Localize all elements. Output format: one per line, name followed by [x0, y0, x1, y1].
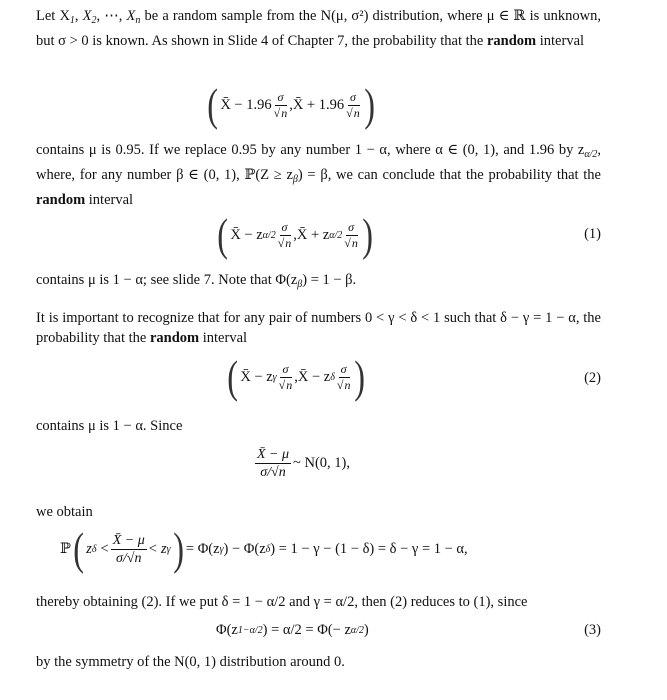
eq5-text: Φ(z	[216, 622, 238, 638]
eq2-sub1: γ	[272, 371, 277, 383]
thereby-text: thereby obtaining (2). If we put δ = 1 − α/2 and γ = α/2, then (2) reduces to (1), since	[36, 594, 528, 610]
eq1-right: X̄ + z	[296, 226, 330, 243]
eq4-rhs: = Φ(z	[185, 540, 220, 557]
eq3-num: X̄ − μ	[257, 447, 290, 462]
eq4-den: σ/√n	[116, 550, 142, 566]
equation-interval-196: ( X̄ − 1.96 $\frac{\sigma}{√n}$ , X̄ + 1.96 $\frac{\sigma}{√n}$ )	[207, 79, 375, 130]
intro-bold: random	[486, 33, 537, 49]
eq2-left: X̄ − z	[240, 368, 273, 385]
eq5-end: )	[363, 622, 369, 638]
eq0-frac2-num: σ	[349, 89, 356, 104]
symmetry-text: by the symmetry of the N(0, 1) distribution around 0.	[36, 654, 345, 670]
paragraph-intro: Let $X_1$, $X_2$, ⋯, $X_n$ be a random sample from the N(μ, σ²) distribution, where μ ∈ ℝ is unknown, but σ > 0 is known. As shown in Slide 4 of Chapter 7, the probability that the random interval	[36, 8, 602, 49]
replace-text-c: ) = β, we can conclude that the probability that the	[297, 167, 601, 183]
equation-interval-2: ( X̄ − z γ $\frac{\sigma}{√n}$ , X̄ − z δ $\frac{\sigma}{√n}$ )	[227, 351, 366, 402]
eq3-rhs: ~ N(0, 1),	[293, 455, 351, 471]
eq1-frac2-num: σ	[348, 219, 355, 234]
eq1-frac2-den: n	[351, 235, 358, 250]
eq2-frac2-num: σ	[340, 361, 347, 376]
paragraph-obtain	[36, 502, 601, 522]
replace-text-b: , where, for any number β ∈ (0, 1), ℙ(Z ≥ z	[36, 142, 601, 183]
eq2-sub2: δ	[330, 371, 335, 383]
equation-number-2: (2)	[584, 370, 601, 386]
important-text-a: It is important to recognize that for any pair of numbers 0 < γ < δ < 1 such that δ − γ = 1 − α, the probability that the	[36, 310, 601, 346]
equation-probability: ℙ ( z δ < $\frac{X̄ - \mu}{\sigma/√n}$ < z γ ) = Φ(z γ ) − Φ(z δ ) = 1 − γ − (1 − δ) = δ − γ = 1 − α,	[60, 523, 468, 574]
intro-text-b: be a random sample from the N(μ, σ²) distribution, where μ ∈ ℝ is unknown, but σ > 0 is known. As shown in Slide 4 of Chapter 7, the probability that the	[36, 8, 602, 49]
equation-number-3: (3)	[584, 622, 601, 638]
eq1-left: X̄ − z	[230, 226, 263, 243]
eq2-frac2-den: n	[344, 377, 351, 392]
eq4-z1: z	[86, 540, 92, 557]
eq2-right: X̄ − z	[297, 368, 331, 385]
equation-interval-1: ( X̄ − z α/2 $\frac{\sigma}{√n}$ , X̄ + z α/2 $\frac{\sigma}{√n}$ )	[217, 209, 373, 260]
equation-number-1: (1)	[584, 226, 601, 242]
intro-text-c: interval	[536, 33, 585, 49]
eq4-rhs2: ) − Φ(z	[223, 540, 266, 557]
eq1-sub2: α/2	[329, 229, 343, 241]
eq3-den: σ/√n	[260, 465, 286, 480]
eq5-sub: 1−α/2	[237, 625, 263, 636]
replace-text-a: contains μ is 0.95. If we replace 0.95 by any number 1 − α, where α ∈ (0, 1), and 1.96 by z	[36, 142, 585, 158]
obtain-text: we obtain	[36, 504, 93, 520]
intro-text-a: Let X	[36, 8, 70, 24]
paragraph-replace: contains μ is 0.95. If we replace 0.95 by any number 1 − α, where α ∈ (0, 1), and 1.96 by $z_{\alpha/2}$, where, for any number β ∈ (0, 1), ℙ(Z ≥ $z_\beta) = \beta$, we can conclude that the probability that the random interval	[36, 142, 601, 208]
eq0-right: X̄ + 1.96	[292, 96, 345, 113]
paragraph-since	[36, 416, 601, 436]
eq1-frac1-den: n	[285, 235, 292, 250]
eq0-left: X̄ − 1.96	[220, 96, 272, 113]
eq0-frac1-num: σ	[277, 89, 284, 104]
paragraph-note: contains μ is 1 − α; see slide 7. Note that $\Phi(z_\beta) = 1 - \beta$.	[36, 272, 357, 290]
paragraph-thereby	[36, 592, 601, 612]
eq5-sub2: α/2	[350, 625, 364, 636]
paragraph-symmetry	[36, 652, 601, 672]
eq0-frac1-den: n	[281, 105, 288, 120]
note-text: contains μ is 1 − α; see slide 7. Note that Φ(z	[36, 272, 298, 288]
equation-symmetry	[216, 622, 369, 639]
important-text-b: interval	[199, 330, 248, 346]
replace-text-d: interval	[85, 192, 134, 208]
replace-bold: random	[36, 192, 86, 208]
eq0-frac2-den: n	[353, 105, 360, 120]
paragraph-important	[36, 308, 601, 348]
eq1-sub1: α/2	[262, 229, 276, 241]
equation-standard-normal	[253, 446, 350, 481]
important-bold: random	[149, 330, 200, 346]
eq1-frac1-num: σ	[281, 219, 288, 234]
eq2-frac1-num: σ	[282, 361, 289, 376]
eq5-rest: ) = α/2 = Φ(− z	[262, 622, 351, 638]
eq4-rhs3: ) = 1 − γ − (1 − δ) = δ − γ = 1 − α,	[270, 540, 468, 557]
note-text-b: ) = 1 − β.	[302, 272, 357, 288]
eq2-frac1-den: n	[286, 377, 293, 392]
since-text: contains μ is 1 − α. Since	[36, 418, 183, 434]
eq4-num: X̄ − μ	[112, 532, 145, 548]
eq4-p: ℙ	[60, 540, 71, 557]
